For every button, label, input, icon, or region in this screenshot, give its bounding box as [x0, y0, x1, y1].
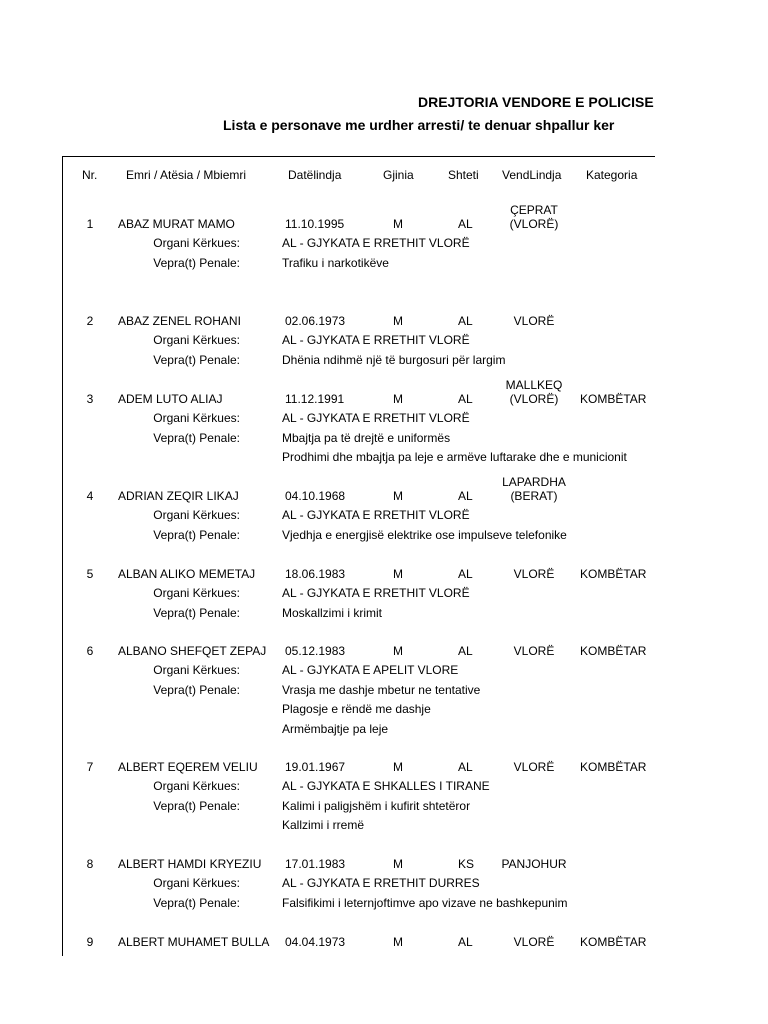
record-name: ALBANO SHEFQET ZEPAJ	[118, 644, 267, 658]
record-crime: Falsifikimi i leternjoftimve apo vizave ne bashkepunim	[282, 895, 568, 910]
table-top-border	[62, 156, 655, 157]
record-name: ADEM LUTO ALIAJ	[118, 392, 223, 406]
record-state: AL	[458, 760, 473, 774]
record-organ: AL - GJYKATA E APELIT VLORE	[282, 663, 459, 678]
document-title: DREJTORIA VENDORE E POLICISE	[418, 94, 654, 110]
record-organ: AL - GJYKATA E RRETHIT DURRES	[282, 876, 480, 891]
record-category: KOMBËTAR	[580, 392, 647, 406]
record-gender: M	[393, 489, 403, 503]
organ-label: Organi Kërkues:	[153, 779, 240, 794]
record-state: AL	[458, 314, 473, 328]
record-name: ABAZ MURAT MAMO	[118, 217, 235, 231]
record-dob: 18.06.1983	[285, 567, 346, 581]
record-crime: Dhënia ndihmë një të burgosuri për largim	[282, 352, 506, 367]
record-state: AL	[458, 217, 473, 231]
record-name: ABAZ ZENEL ROHANI	[118, 314, 241, 328]
record-crime: Mbajtja pa të drejtë e uniformës	[282, 430, 451, 445]
record-name: ALBAN ALIKO MEMETAJ	[118, 567, 256, 581]
record-organ: AL - GJYKATA E RRETHIT VLORË	[282, 411, 470, 426]
record-name: ALBERT EQEREM VELIU	[118, 760, 258, 774]
record-organ: AL - GJYKATA E RRETHIT VLORË	[282, 586, 470, 601]
record-gender: M	[393, 857, 403, 871]
record-crime: Prodhimi dhe mbajtja pa leje e armëve luftarake dhe e municionit	[282, 450, 627, 465]
record-dob: 02.06.1973	[285, 314, 346, 328]
record-dob: 04.04.1973	[285, 935, 346, 949]
record-crime: Vjedhja e energjisë elektrike ose impulseve telefonike	[282, 527, 567, 542]
record-birthplace: (VLORË)	[509, 392, 559, 406]
record-name: ALBERT HAMDI KRYEZIU	[118, 857, 262, 871]
document-subtitle: Lista e personave me urdher arresti/ te denuar shpallur ker	[223, 117, 615, 133]
record-category: KOMBËTAR	[580, 567, 647, 581]
organ-label: Organi Kërkues:	[153, 876, 240, 891]
record-birthplace: VLORË	[513, 935, 555, 949]
record-crime: Armëmbajtje pa leje	[282, 721, 389, 736]
record-birthplace: VLORË	[513, 644, 555, 658]
column-header-nr: Nr.	[82, 168, 98, 182]
record-category: KOMBËTAR	[580, 644, 647, 658]
record-state: KS	[458, 857, 475, 871]
table-left-border	[62, 156, 63, 956]
record-state: AL	[458, 567, 473, 581]
record-dob: 11.10.1995	[285, 217, 345, 231]
column-header-dob: Datëlindja	[288, 168, 342, 182]
record-birthplace: (BERAT)	[510, 489, 558, 503]
record-birthplace: ÇEPRAT	[510, 203, 558, 217]
crimes-label: Vepra(t) Penale:	[153, 430, 240, 445]
record-state: AL	[458, 935, 473, 949]
record-gender: M	[393, 567, 403, 581]
record-dob: 04.10.1968	[285, 489, 346, 503]
record-crime: Kallzimi i rremë	[282, 818, 365, 833]
record-birthplace: MALLKEQ	[505, 378, 563, 392]
record-nr: 2	[86, 314, 94, 328]
record-gender: M	[393, 760, 403, 774]
record-nr: 8	[86, 857, 94, 871]
column-header-name: Emri / Atësia / Mbiemri	[126, 168, 247, 182]
record-nr: 6	[86, 644, 94, 658]
column-header-gender: Gjinia	[383, 168, 414, 182]
record-birthplace: VLORË	[513, 760, 555, 774]
record-gender: M	[393, 392, 403, 406]
column-header-birthplace: VendLindja	[502, 168, 562, 182]
record-nr: 7	[86, 760, 94, 774]
record-state: AL	[458, 644, 473, 658]
record-nr: 5	[86, 567, 94, 581]
column-header-category: Kategoria	[586, 168, 638, 182]
record-state: AL	[458, 392, 473, 406]
record-organ: AL - GJYKATA E RRETHIT VLORË	[282, 236, 470, 251]
record-birthplace: VLORË	[513, 567, 555, 581]
organ-label: Organi Kërkues:	[153, 663, 240, 678]
record-crime: Plagosje e rëndë me dashje	[282, 702, 431, 717]
crimes-label: Vepra(t) Penale:	[153, 527, 240, 542]
record-gender: M	[393, 935, 403, 949]
record-category: KOMBËTAR	[580, 935, 647, 949]
record-crime: Kalimi i paligjshëm i kufirit shtetëror	[282, 798, 471, 813]
record-dob: 19.01.1967	[285, 760, 346, 774]
crimes-label: Vepra(t) Penale:	[153, 255, 240, 270]
record-birthplace: PANJOHUR	[501, 857, 567, 871]
record-name: ALBERT MUHAMET BULLA	[118, 935, 270, 949]
organ-label: Organi Kërkues:	[153, 411, 240, 426]
record-gender: M	[393, 644, 403, 658]
record-crime: Trafiku i narkotikëve	[282, 255, 389, 270]
crimes-label: Vepra(t) Penale:	[153, 682, 240, 697]
record-dob: 17.01.1983	[285, 857, 346, 871]
record-birthplace: LAPARDHA	[502, 475, 566, 489]
record-nr: 9	[86, 935, 94, 949]
record-crime: Vrasja me dashje mbetur ne tentative	[282, 682, 481, 697]
column-header-state: Shteti	[448, 168, 479, 182]
organ-label: Organi Kërkues:	[153, 333, 240, 348]
record-gender: M	[393, 217, 403, 231]
record-dob: 11.12.1991	[285, 392, 345, 406]
organ-label: Organi Kërkues:	[153, 508, 240, 523]
record-organ: AL - GJYKATA E SHKALLES I TIRANE	[282, 779, 490, 794]
crimes-label: Vepra(t) Penale:	[153, 895, 240, 910]
record-organ: AL - GJYKATA E RRETHIT VLORË	[282, 508, 470, 523]
crimes-label: Vepra(t) Penale:	[153, 605, 240, 620]
organ-label: Organi Kërkues:	[153, 586, 240, 601]
record-nr: 1	[86, 217, 94, 231]
record-category: KOMBËTAR	[580, 760, 647, 774]
record-gender: M	[393, 314, 403, 328]
crimes-label: Vepra(t) Penale:	[153, 798, 240, 813]
record-crime: Moskallzimi i krimit	[282, 605, 382, 620]
record-birthplace: (VLORË)	[509, 217, 559, 231]
record-nr: 4	[86, 489, 94, 503]
record-state: AL	[458, 489, 473, 503]
record-dob: 05.12.1983	[285, 644, 346, 658]
organ-label: Organi Kërkues:	[153, 236, 240, 251]
record-name: ADRIAN ZEQIR LIKAJ	[118, 489, 239, 503]
record-nr: 3	[86, 392, 94, 406]
record-birthplace: VLORË	[513, 314, 555, 328]
crimes-label: Vepra(t) Penale:	[153, 352, 240, 367]
record-organ: AL - GJYKATA E RRETHIT VLORË	[282, 333, 470, 348]
